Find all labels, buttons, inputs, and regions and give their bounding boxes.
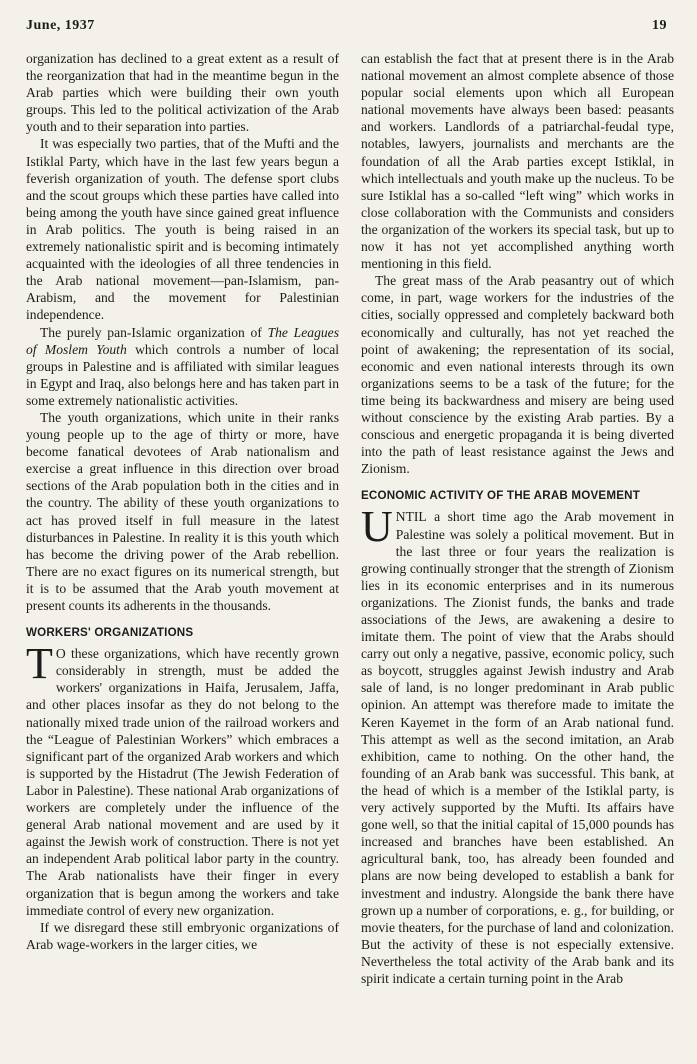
- section-heading-workers: WORKERS' ORGANIZATIONS: [26, 626, 194, 640]
- paragraph: organization has declined to a great extent as a result of the reorganization that had in the meantime begun in the Arab parties which were building their own youth groups. This led to the political activization of the Arab youth and to their separation into parties.: [26, 51, 339, 135]
- paragraph: If we disregard these still embryonic organizations of Arab wage-workers in the larger cities, we: [26, 919, 339, 952]
- paragraph: It was especially two parties, that of the Mufti and the Istiklal Party, which have in the last few years begun a feverish organization of youth. The defense sport clubs and the scout groups which these parties have called into being among the youth have since gained great influence in Arab politics. The youth is being raised in an extremely nationalistic spirit and is becoming intimately acquainted with the ideologies of all three tendencies in the Arab national movement—pan-Islamism, pan-Arabism, and the movement for Palestinian independence.: [26, 136, 339, 323]
- article-columns: [26, 50, 674, 987]
- right-column: [361, 50, 674, 987]
- issue-date: June, 1937: [26, 18, 95, 33]
- paragraph: can establish the fact that at present there is in the Arab national movement an almost complete absence of those popular social elements upon which all European national movements have always been based: peasants and workers. Landlords of a patriarchal-feudal type, notables, lawyers, journalists and merchants are the foundation of all the Arab parties except Istiklal, in which intellectuals and youth make up the nucleus. To be sure Istiklal has a so-called “left wing” which works in close collaboration with the Communists and considers the organization of the workers its special task, but up to now it has not yet accomplished anything worth mentioning in this field.: [361, 51, 674, 272]
- paragraph-leagues: [26, 324, 339, 409]
- paragraph: The great mass of the Arab peasantry out of which come, in part, wage workers for the industries of the cities, socially oppressed and completely backward both economically and culturally, has not yet reached the point of awakening; the representation of its social, economic and even national interests through its own organizations seems to be a task of the future; for the time being its backwardness and misery are being used without conscience by the existing Arab parties. By a conscious and energetic propaganda it is being diverted into the path of least resistance against the Jews and Zionism.: [361, 273, 674, 477]
- left-column: [26, 50, 339, 987]
- text: which controls a number of local groups in Palestine and is affiliated with similar leagues in Egypt and Iraq, also belongs here and has taken part in some extremely nationalistic activities.: [26, 341, 339, 408]
- text: O these organizations, which have recently grown considerably in strength, must be added the workers' organizations in Haifa, Jerusalem, Jaffa, and other places insofar as they do not belong to the nationally mixed trade union of the railroad workers and the “League of Palestinian Workers” which embraces a significant part of the organized Arab workers and which is supported by the Histadrut (The Jewish Federation of Labor in Palestine). These national Arab organizations of workers are completely under the influence of the general Arab national movement and are used by it against the Jewish work of construction. There is not yet an independent Arab political labor party in the country. The Arab nationalists have their finger in every organization that is begun among the workers and take immediate control of every new organization.: [26, 646, 339, 918]
- paragraph-economic: [361, 502, 674, 987]
- text: a short time ago the Arab movement in Palestine was solely a political movement. But in the last three or four years the realization is growing continually stronger that the strength of Zionism lies in its economic enterprises and in its numerous organizations. The Zionist funds, the banks and trade associations of the Jews, are awakening a desire to imitate them. The point of view that the Arabs should carry out only a negative, passive, economic policy, such as boycott, struggles against Jewish industry and Arab sale of land, is no longer predominant in Arab public opinion. An attempt was therefore made to imitate the Keren Kayemet in the form of an Arab national fund. This attempt as well as the second imitation, an Arab exhibition, came to nothing. On the other hand, the founding of an Arab bank was successful. This bank, at the head of which is a member of the Istiklal party, is very actively supported by the Mufti. Its affairs have gone well, so that the initial capital of 15,000 pounds has increased and branches have been established. An agricultural bank, too, has already been founded and plans are now being developed to establish a bank for investment and industry. Alongside the bank there have grown up a number of corporations, e. g., for building, or movie theaters, for the purchase of land and colonization. But the activity of these is not especially extensive. Nevertheless the total activity of the Arab bank and its spirit indicate a certain turning point in the Arab: [361, 509, 674, 986]
- drop-cap: T: [26, 639, 53, 689]
- small-caps-lead: NTIL: [395, 509, 427, 525]
- publication-title: The Leagues of Moslem Youth: [26, 324, 339, 357]
- paragraph-workers: [26, 639, 339, 919]
- drop-cap: U: [361, 502, 393, 552]
- page-number: 19: [652, 18, 667, 33]
- text: The purely pan-Islamic organization of: [40, 324, 268, 340]
- running-head: [26, 18, 671, 38]
- section-heading-economic: ECONOMIC ACTIVITY OF THE ARAB MOVEMENT: [361, 489, 640, 503]
- paragraph: The youth organizations, which unite in their ranks young people up to the age of thirty or more, have become fanatical devotees of Arab nationalism and exercise a great influence in this direction over broad sections of the Arab population both in the cities and in the country. The ability of these youth organizations to act has proved itself in full measure in the latest disturbances in Palestine. In reality it is this youth which has become the driving power of the Arab rebellion. There are no exact figures on its numerical strength, but it is to be assumed that the Arab youth movement at present counts its adherents in the thousands.: [26, 409, 339, 613]
